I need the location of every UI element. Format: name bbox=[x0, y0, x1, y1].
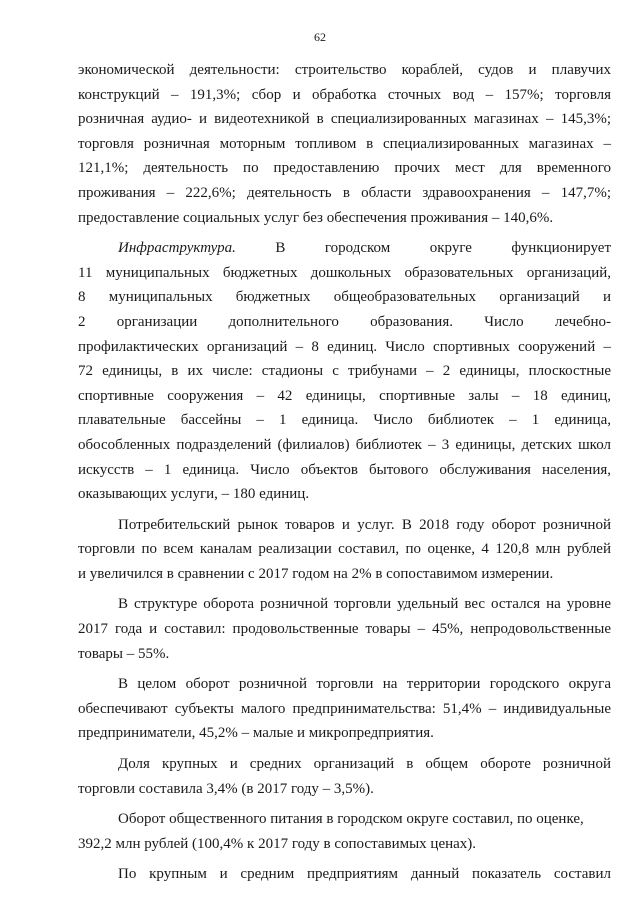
text-line: искусств – 1 единица. Число объектов бытового обслуживания населения, bbox=[78, 461, 611, 478]
text-line: Оборот общественного питания в городском округе составил, по оценке, bbox=[118, 811, 584, 828]
text-line: экономической деятельности: строительство кораблей, судов и плавучих bbox=[78, 62, 611, 78]
text-line: Потребительский рынок товаров и услуг. В 2018 году оборот розничной bbox=[118, 516, 611, 533]
text-line: Доля крупных и средних организаций в общем обороте розничной bbox=[118, 756, 611, 773]
text-line: В городском округе функционирует bbox=[275, 240, 612, 257]
text-line: торговли составила 3,4% (в 2017 году – 3,5%). bbox=[78, 780, 374, 797]
text-line: 392,2 млн рублей (100,4% к 2017 году в сопоставимых ценах). bbox=[78, 835, 477, 852]
infrastructure-heading: Инфраструктура. bbox=[118, 240, 236, 257]
text-line: 2 организации дополнительного образования. Число лечебно- bbox=[78, 313, 611, 330]
text-line: 11 муниципальных бюджетных дошкольных образовательных организаций, bbox=[78, 264, 611, 281]
text-line: обеспечивают субъекты малого предпринимательства: 51,4% – индивидуальные bbox=[78, 700, 611, 717]
text-line: 8 муниципальных бюджетных общеобразовательных организаций и bbox=[78, 289, 611, 306]
page-number: 62 bbox=[314, 30, 326, 44]
text-line: товары – 55%. bbox=[78, 645, 170, 662]
text-line: конструкций – 191,3%; сбор и обработка сточных вод – 157%; торговля bbox=[78, 86, 611, 103]
text-line: 2017 года и составил: продовольственные товары – 45%, непродовольственные bbox=[78, 621, 611, 638]
text-line: проживания – 222,6%; деятельность в области здравоохранения – 147,7%; bbox=[78, 184, 611, 201]
text-line: торговли по всем каналам реализации составил, по оценке, 4 120,8 млн рублей bbox=[78, 541, 611, 558]
text-line: предприниматели, 45,2% – малые и микропредприятия. bbox=[78, 725, 434, 742]
text-line: В структуре оборота розничной торговли удельный вес остался на уровне bbox=[118, 596, 611, 613]
body-text bbox=[78, 58, 611, 887]
text-line: оказывающих услуги, – 180 единиц. bbox=[78, 486, 310, 503]
text-line: В целом оборот розничной торговли на территории городского округа bbox=[118, 676, 611, 693]
text-line: обособленных подразделений (филиалов) библиотек – 3 единицы, детских школ bbox=[78, 436, 611, 453]
paragraph-infrastructure-first-line bbox=[78, 236, 611, 261]
text-line: плавательные бассейны – 1 единица. Число библиотек – 1 единица, bbox=[78, 412, 611, 429]
text-line: розничная аудио- и видеотехникой в специализированных магазинах – 145,3%; bbox=[78, 111, 611, 128]
text-line: профилактических организаций – 8 единиц. Число спортивных сооружений – bbox=[78, 338, 611, 355]
text-line: По крупным и средним предприятиям данный показатель составил bbox=[118, 866, 611, 883]
text-line: торговля розничная моторным топливом в специализированных магазинах – bbox=[78, 135, 611, 152]
text-line: и увеличился в сравнении с 2017 годом на 2% в сопоставимом измерении. bbox=[78, 565, 554, 582]
text-line: спортивные сооружения – 42 единицы, спортивные залы – 18 единиц, bbox=[78, 387, 611, 404]
text-line: предоставление социальных услуг без обеспечения проживания – 140,6%. bbox=[78, 209, 554, 226]
text-line: 72 единицы, в их числе: стадионы с трибунами – 2 единицы, плоскостные bbox=[78, 363, 611, 380]
text-line: 121,1%; деятельность по предоставлению прочих мест для временного bbox=[78, 160, 611, 177]
